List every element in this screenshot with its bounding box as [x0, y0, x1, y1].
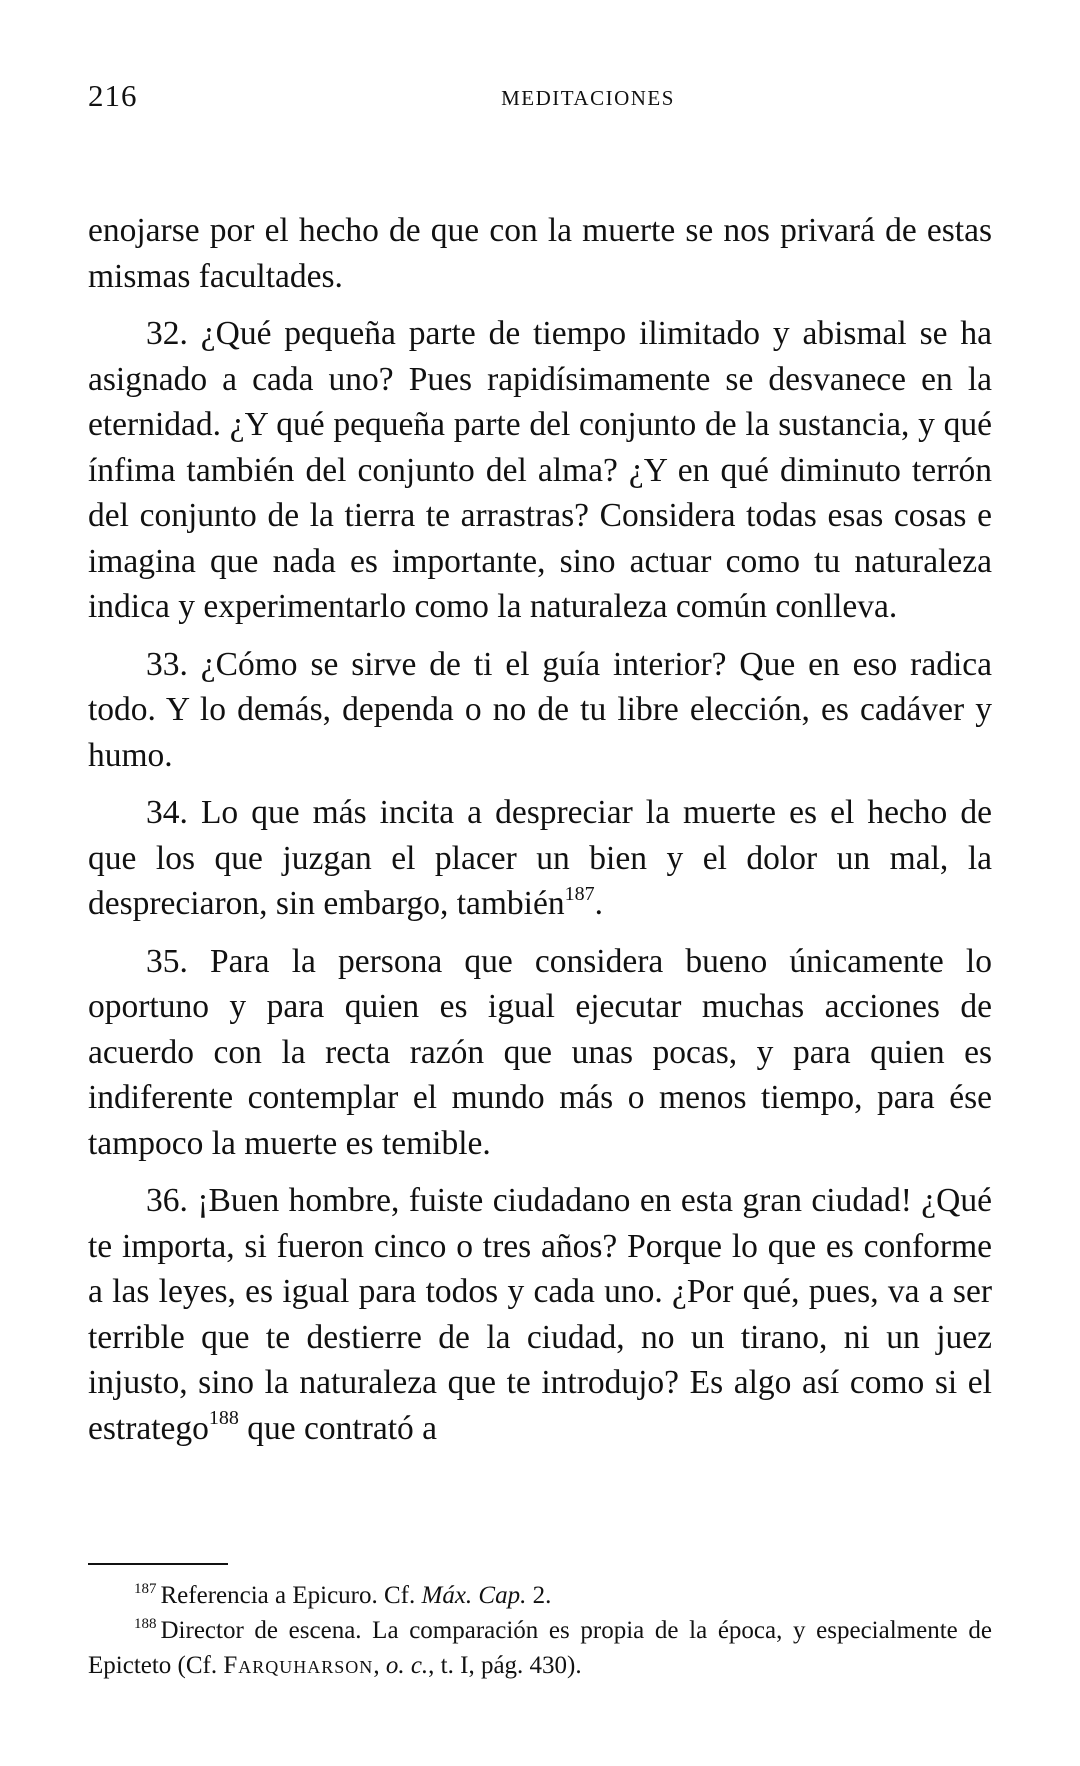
- footnote-ref-188[interactable]: 188: [208, 1407, 239, 1430]
- footnote-number-188: 188: [134, 1615, 157, 1632]
- footnote-188-text-a: Director de escena. La comparación es propia de la época, y especialmente de Epicteto (Cf.: [88, 1617, 992, 1679]
- paragraph-32: 32. ¿Qué pequeña parte de tiempo ilimitado y abismal se ha asignado a cada uno? Pues rapidísimamente se desvanece en la eternidad. ¿Y qué pequeña parte del conjunto de la sustancia, y qué ínfima también del conjunto del alma? ¿Y en qué diminuto terrón del conjunto de la tierra te arrastras? Considera todas esas cosas e imagina que nada es importante, sino actuar como tu naturaleza indica y experimentarlo como la naturaleza común conlleva.: [88, 315, 992, 625]
- page-header: [88, 78, 992, 118]
- paragraph-34: [88, 790, 992, 927]
- main-text: [88, 208, 992, 1451]
- footnote-187-text-b: 2.: [526, 1582, 552, 1609]
- footnote-188-text-c: , t. I, pág. 430).: [428, 1652, 582, 1679]
- paragraph-34-end: .: [594, 885, 603, 922]
- running-title: MEDITACIONES: [501, 86, 675, 110]
- footnote-187-text-a: Referencia a Epicuro. Cf.: [160, 1582, 422, 1609]
- page-number: 216: [88, 78, 138, 113]
- footnote-number-187: 187: [134, 1580, 157, 1597]
- paragraph-continuation: enojarse por el hecho de que con la muerte se nos privará de estas mismas facultades.: [88, 212, 992, 295]
- paragraph-36-end: que contrató a: [238, 1409, 438, 1447]
- paragraph-36-text: 36. ¡Buen hombre, fuiste ciudadano en esta gran ciudad! ¿Qué te importa, si fueron cinco o tres años? Porque lo que es conforme a las leyes, es igual para todos y cada uno. ¿Por qué, pues, va a ser terrible que te destierre de la ciudad, no un tirano, ni un juez injusto, sino la naturaleza que te introdujo? Es algo así como si el estratego: [88, 1182, 992, 1447]
- paragraph-34-text: 34. Lo que más incita a despreciar la muerte es el hecho de que los que juzgan el placer un bien y el dolor un mal, la despreciaron, sin embargo, también: [88, 794, 992, 922]
- footnote-188-author: Farquharson: [223, 1652, 374, 1679]
- footnotes: [88, 1578, 992, 1683]
- footnote-188-italic: o. c.: [385, 1652, 429, 1679]
- footnote-187: [88, 1578, 992, 1613]
- paragraph-33: 33. ¿Cómo se sirve de ti el guía interior? Que en eso radica todo. Y lo demás, dependa o no de tu libre elección, es cadáver y humo.: [88, 645, 992, 774]
- footnote-188-text-b: ,: [373, 1652, 386, 1679]
- footnote-ref-187[interactable]: 187: [564, 882, 595, 905]
- footnote-divider: [88, 1563, 228, 1565]
- paragraph-36: [88, 1178, 992, 1451]
- footnote-187-italic: Máx. Cap.: [421, 1582, 527, 1609]
- footnote-188: [88, 1613, 992, 1683]
- paragraph-35: 35. Para la persona que considera bueno únicamente lo oportuno y para quien es igual ejecutar muchas acciones de acuerdo con la recta razón que unas pocas, y para quien es indiferente contemplar el mundo más o menos tiempo, para ése tampoco la muerte es temible.: [88, 942, 992, 1162]
